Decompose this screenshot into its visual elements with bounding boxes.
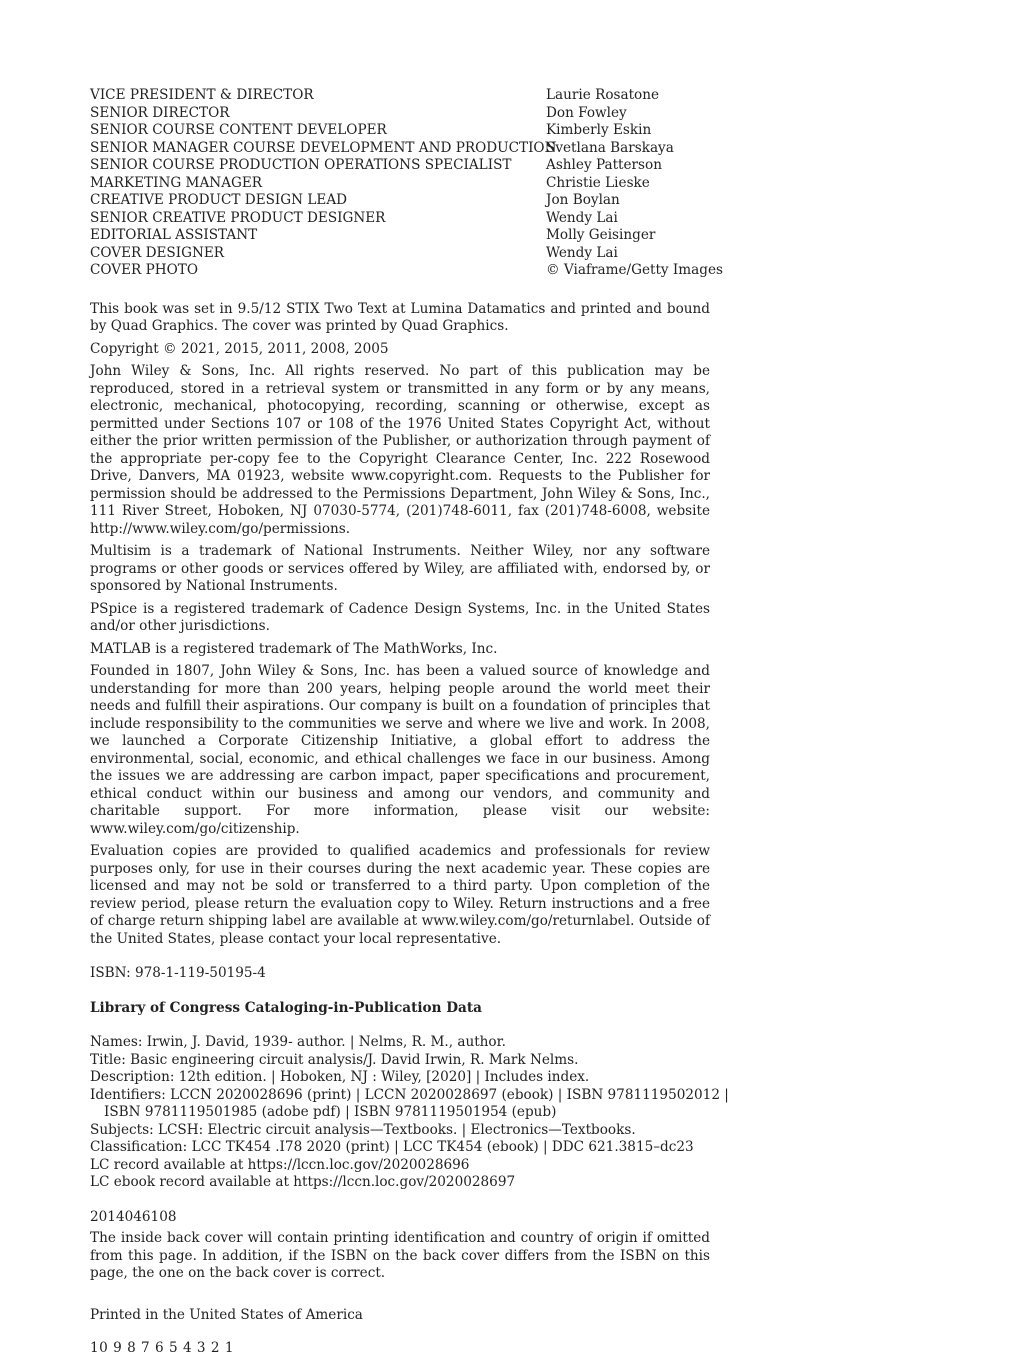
cip-classification: Classification: LCC TK454 .I78 2020 (print) | LCC TK454 (ebook) | DDC 621.3815–dc23 — [90, 1139, 694, 1155]
credit-role: COVER PHOTO — [90, 262, 198, 278]
founded-paragraph: Founded in 1807, John Wiley & Sons, Inc. has been a valued source of knowledge and understanding for more than 200 years, helping people around the world meet their needs and fulfill their aspirations. Our company is built on a foundation of principles that include responsibility to the communities we serve and where we live and work. In 2008, we launched a Corporate Citizenship Initiative, a global effort to address the environmental, social, economic, and ethical challenges we face in our business. Among the issues we are addressing are carbon impact, paper specifications and procurement, ethical conduct within our business and among our vendors, and community and charitable support. For more information, please visit our website: www.wiley.com/go/citizenship. — [90, 663, 710, 837]
multisim-paragraph: Multisim is a trademark of National Instruments. Neither Wiley, nor any software programs or other goods or services offered by Wiley, are affiliated with, endorsed by, or sponsored by National Instruments. — [90, 543, 710, 594]
lccn-number: 2014046108 — [90, 1208, 177, 1225]
cip-description: Description: 12th edition. | Hoboken, NJ : Wiley, [2020] | Includes index. — [90, 1069, 590, 1085]
typeset-paragraph: This book was set in 9.5/12 STIX Two Text at Lumina Datamatics and printed and bound by Quad Graphics. The cover was printed by Quad Graphics. — [90, 300, 710, 334]
copyright-page — [90, 87, 729, 1358]
cip-identifiers: Identifiers: LCCN 2020028696 (print) | LCCN 2020028697 (ebook) | ISBN 9781119502012 | — [90, 1086, 729, 1103]
credit-role: SENIOR DIRECTOR — [90, 104, 230, 121]
cip-title: Title: Basic engineering circuit analysis/J. David Irwin, R. Mark Nelms. — [90, 1051, 579, 1068]
back-cover-note: The inside back cover will contain printing identification and country of origin if omitted from this page. In addition, if the ISBN on the back cover differs from the ISBN on this page, the one on the back cover is correct. — [90, 1230, 710, 1281]
credit-role: SENIOR COURSE PRODUCTION OPERATIONS SPECIALIST — [90, 157, 512, 173]
cip-lc-record: LC record available at https://lccn.loc.gov/2020028696 — [90, 1156, 470, 1173]
cip-heading: Library of Congress Cataloging-in-Publication Data — [90, 999, 482, 1016]
copyright-line: Copyright © 2021, 2015, 2011, 2008, 2005 — [90, 340, 389, 357]
credit-name: Christie Lieske — [546, 174, 650, 191]
credit-name: Svetlana Barskaya — [546, 139, 674, 156]
credit-role: SENIOR MANAGER COURSE DEVELOPMENT AND PRODUCTION — [90, 139, 557, 156]
credit-name: Molly Geisinger — [546, 227, 656, 243]
credit-role: SENIOR COURSE CONTENT DEVELOPER — [90, 122, 387, 138]
credit-name: Kimberly Eskin — [546, 122, 652, 138]
printed-in: Printed in the United States of America — [90, 1306, 363, 1323]
credit-role: SENIOR CREATIVE PRODUCT DESIGNER — [90, 209, 386, 226]
credit-name: Wendy Lai — [546, 209, 618, 226]
cip-identifiers-continued: ISBN 9781119501985 (adobe pdf) | ISBN 9781119501954 (epub) — [104, 1104, 557, 1120]
credit-name: © Viaframe/Getty Images — [546, 262, 724, 278]
credit-name: Jon Boylan — [546, 192, 620, 208]
cip-names: Names: Irwin, J. David, 1939- author. | Nelms, R. M., author. — [90, 1034, 506, 1050]
credit-role: COVER DESIGNER — [90, 244, 225, 261]
credits-list — [90, 87, 724, 280]
pspice-paragraph: PSpice is a registered trademark of Cadence Design Systems, Inc. in the United States and/or other jurisdictions. — [90, 600, 710, 634]
matlab-paragraph: MATLAB is a registered trademark of The MathWorks, Inc. — [90, 640, 498, 657]
evaluation-paragraph: Evaluation copies are provided to qualified academics and professionals for review purposes only, for use in their courses during the next academic year. These copies are licensed and may not be sold or transferred to a third party. Upon completion of the review period, please return the evaluation copy to Wiley. Return instructions and a free of charge return shipping label are available at www.wiley.com/go/returnlabel. Outside of the United States, please contact your local representative. — [90, 843, 710, 947]
print-line: 10 9 8 7 6 5 4 3 2 1 — [90, 1340, 235, 1356]
isbn: ISBN: 978-1-119-50195-4 — [90, 965, 266, 981]
cip-data — [90, 1034, 729, 1192]
credit-role: MARKETING MANAGER — [90, 174, 263, 191]
credit-name: Ashley Patterson — [546, 157, 662, 173]
cip-subjects: Subjects: LCSH: Electric circuit analysis—Textbooks. | Electronics—Textbooks. — [90, 1121, 636, 1138]
credit-name: Don Fowley — [546, 104, 627, 121]
credit-role: EDITORIAL ASSISTANT — [90, 227, 258, 243]
credit-name: Laurie Rosatone — [546, 87, 660, 103]
rights-paragraph: John Wiley & Sons, Inc. All rights reserved. No part of this publication may be reproduced, stored in a retrieval system or transmitted in any form or by any means, electronic, mechanical, photocopying, recording, scanning or otherwise, except as permitted under Sections 107 or 108 of the 1976 United States Copyright Act, without either the prior written permission of the Publisher, or authorization through payment of the appropriate per-copy fee to the Copyright Clearance Center, Inc. 222 Rosewood Drive, Danvers, MA 01923, website www.copyright.com. Requests to the Publisher for permission should be addressed to the Permissions Department, John Wiley & Sons, Inc., 111 River Street, Hoboken, NJ 07030-5774, (201)748-6011, fax (201)748-6008, website http://www.wiley.com/go/permissions. — [90, 363, 710, 537]
cip-lc-ebook-record: LC ebook record available at https://lccn.loc.gov/2020028697 — [90, 1174, 516, 1190]
credit-name: Wendy Lai — [546, 244, 618, 261]
credit-role: CREATIVE PRODUCT DESIGN LEAD — [90, 192, 348, 208]
credit-role: VICE PRESIDENT & DIRECTOR — [90, 87, 314, 103]
